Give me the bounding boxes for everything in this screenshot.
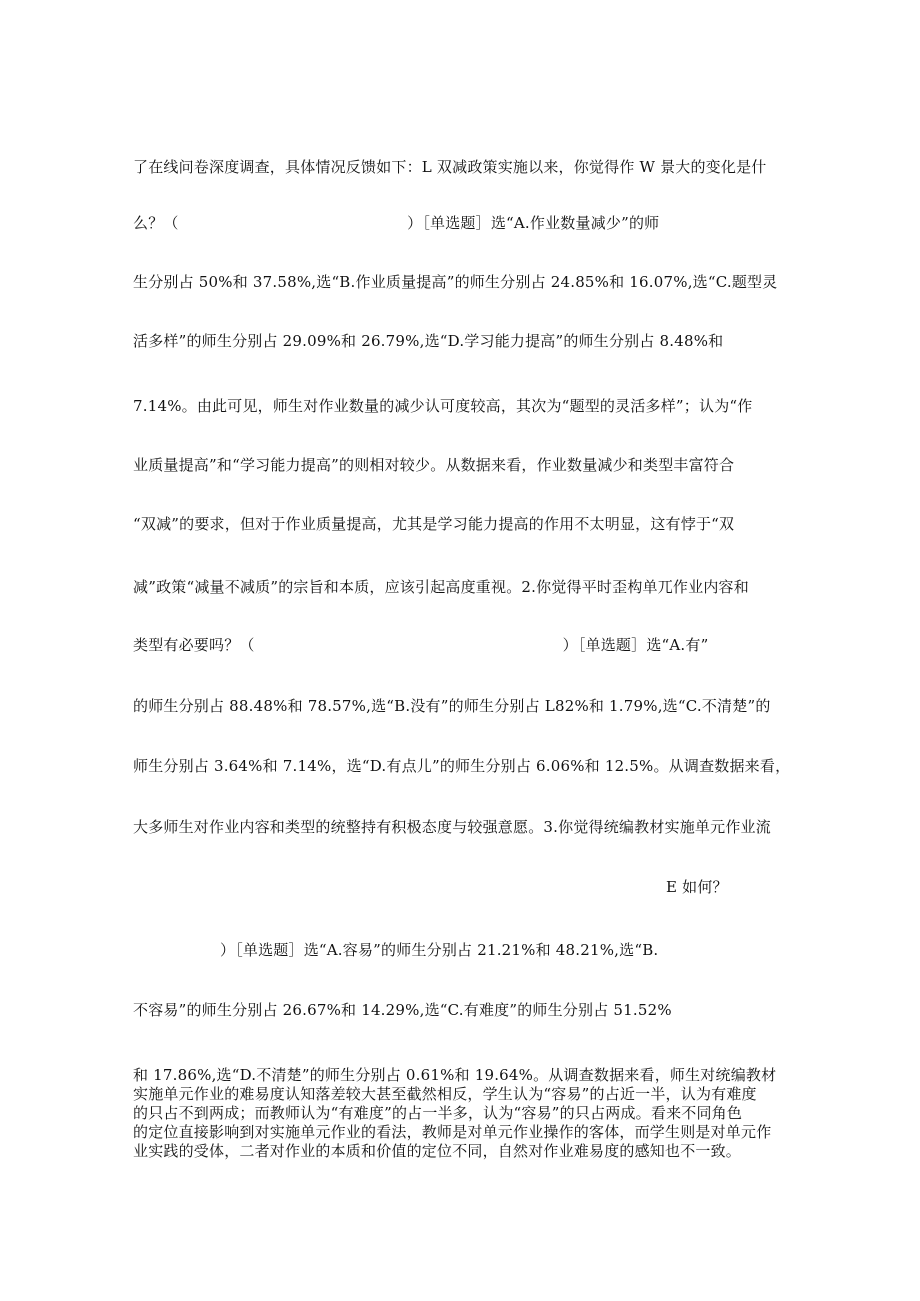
text-line: 生分别占 50%和 37.58%,选“B.作业质量提高”的师生分别占 24.85%和 16.07%,选“C.题型灵 bbox=[133, 273, 778, 291]
text-line: 么？（ ）［单选题］选“A.作业数量减少”的师 bbox=[133, 214, 660, 232]
paragraph bbox=[133, 1066, 793, 1161]
text-line: 减”政策“减量不减质”的宗旨和本质，应该引起高度重视。2.你觉得平时歪构单兀作业内容和 bbox=[133, 578, 749, 596]
text-line: 类型有必要吗？（ ）［单选题］选“A.有” bbox=[133, 636, 709, 654]
text-line: 7.14%。由此可见，师生对作业数量的减少认可度较高，其次为“题型的灵活多样”；认为“作 bbox=[133, 397, 753, 415]
text-line: 不容易”的师生分别占 26.67%和 14.29%,选“C.有难度”的师生分别占 51.52% bbox=[133, 1001, 672, 1019]
paragraph-line: 的定位直接影响到对实施单元作业的看法，教师是对单元作业操作的客体，而学生则是对单元作 bbox=[133, 1123, 772, 1141]
text-line: 的师生分别占 88.48%和 78.57%,选“B.没有”的师生分别占 L82%和 1.79%,选“C.不清楚”的 bbox=[133, 697, 771, 715]
text-line: E 如何？ bbox=[666, 878, 728, 896]
text-line: “双减”的要求，但对于作业质量提高，尤其是学习能力提高的作用不太明显，这有悖于“双 bbox=[133, 515, 735, 533]
text-line: 业质量提高”和“学习能力提高”的则相对较少。从数据来看，作业数量减少和类型丰富符合 bbox=[133, 456, 735, 474]
paragraph-line: 业实践的受体，二者对作业的本质和价值的定位不同，自然对作业难易度的感知也不一致。 bbox=[133, 1142, 742, 1160]
text-line: ）［单选题］选“A.容易”的师生分别占 21.21%和 48.21%,选“B. bbox=[220, 941, 659, 959]
text-line: 活多样”的师生分别占 29.09%和 26.79%,选“D.学习能力提高”的师生分别占 8.48%和 bbox=[133, 332, 724, 350]
paragraph-line: 的只占不到两成；而教师认为“有难度”的占一半多，认为“容易”的只占两成。看来不同角色 bbox=[133, 1104, 743, 1122]
paragraph-line: 实施单元作业的难易度认知落差较大甚至截然相反，学生认为“容易”的占近一半，认为有难度 bbox=[133, 1085, 757, 1103]
text-line: 大多师生对作业内容和类型的统整持有积极态度与较强意愿。3.你觉得统编教材实施单元作业流 bbox=[133, 818, 771, 836]
text-line: 师生分别占 3.64%和 7.14%，选“D.有点儿”的师生分别占 6.06%和 12.5%。从调查数据来看， bbox=[133, 757, 791, 775]
paragraph-line: 和 17.86%,选“D.不清楚”的师生分别占 0.61%和 19.64%。从调查数据来看，师生对统编教材 bbox=[133, 1066, 777, 1084]
text-line: 了在线问卷深度调查，具体情况反馈如下：L 双减政策实施以来，你觉得作 W 景大的变化是什 bbox=[133, 158, 767, 176]
